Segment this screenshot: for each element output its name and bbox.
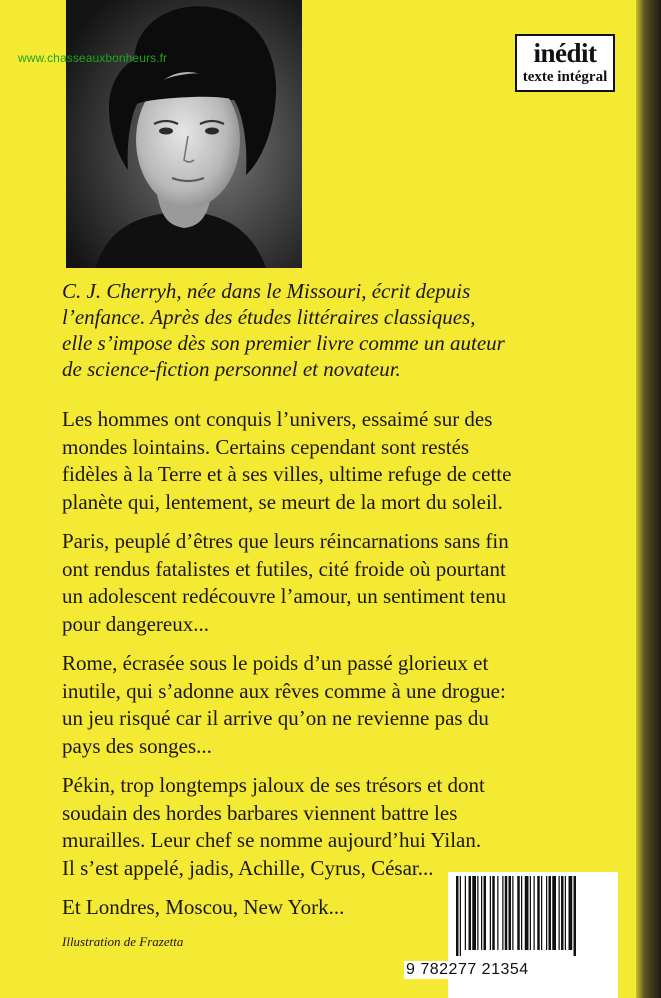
synopsis-line: pour dangereux... xyxy=(62,611,209,636)
synopsis-paragraph-paris xyxy=(62,528,632,638)
synopsis-line: mondes lointains. Certains cependant sont restés xyxy=(62,434,470,459)
synopsis-line: pays des songes... xyxy=(62,733,212,758)
barcode-bar xyxy=(534,876,535,950)
barcode-bar xyxy=(530,876,531,950)
bio-line: elle s’impose dès son premier livre comme un auteur xyxy=(62,331,505,355)
barcode-bar xyxy=(490,876,491,950)
barcode-bar xyxy=(546,876,547,950)
barcode-bar xyxy=(509,876,512,950)
author-portrait-icon xyxy=(66,0,302,268)
badge-sub-label: texte intégral xyxy=(522,69,608,85)
barcode-bar xyxy=(517,876,520,950)
barcode-bar xyxy=(505,876,508,950)
barcode-bar xyxy=(469,876,472,950)
barcode-bar xyxy=(492,876,495,950)
barcode-bar xyxy=(477,876,478,950)
barcode-bar xyxy=(512,876,513,950)
author-bio xyxy=(62,278,582,382)
synopsis-paragraph-intro xyxy=(62,406,632,516)
barcode-bar xyxy=(561,876,564,950)
barcode-icon xyxy=(454,876,614,956)
synopsis-line: murailles. Leur chef se nomme aujourd’hui Yilan. xyxy=(62,828,482,852)
barcode-bar xyxy=(497,876,498,950)
synopsis-paragraph-pekin xyxy=(62,772,632,882)
barcode-bar xyxy=(549,876,552,950)
synopsis-line: Il s’est appelé, jadis, Achille, Cyrus, César... xyxy=(62,855,434,880)
synopsis-line: Les hommes ont conquis l’univers, essaimé sur des xyxy=(62,407,493,431)
synopsis-line: Pékin, trop longtemps jaloux de ses trésors et dont xyxy=(62,773,485,797)
barcode-bar xyxy=(481,876,482,950)
synopsis-line: soudain des hordes barbares viennent battre les xyxy=(62,800,458,825)
barcode-bar xyxy=(525,876,529,950)
barcode-bar xyxy=(569,876,573,950)
author-photo xyxy=(66,0,302,268)
barcode-bar xyxy=(552,876,556,950)
bio-line: C. J. Cherryh, née dans le Missouri, écrit depuis xyxy=(62,279,471,303)
barcode-bar xyxy=(565,876,566,950)
barcode-bar xyxy=(456,876,459,956)
synopsis-line: un adolescent redécouvre l’amour, un sentiment tenu xyxy=(62,584,507,608)
barcode-bar xyxy=(472,876,476,950)
barcode-bar xyxy=(537,876,540,950)
synopsis xyxy=(62,406,632,934)
barcode-bar xyxy=(502,876,503,950)
synopsis-line: planète qui, lentement, se meurt de la mort du soleil. xyxy=(62,489,503,514)
synopsis-paragraph-rome xyxy=(62,650,632,760)
synopsis-line: ont rendus fatalistes et futiles, cité froide où pourtant xyxy=(62,556,506,581)
bio-line: de science-fiction personnel et novateur. xyxy=(62,357,401,381)
barcode xyxy=(448,872,618,998)
synopsis-line: Rome, écrasée sous le poids d’un passé glorieux et xyxy=(62,651,489,675)
barcode-bar xyxy=(541,876,542,950)
watermark-text[interactable]: www.chasseauxbonheurs.fr xyxy=(18,51,168,65)
synopsis-line: Paris, peuplé d’êtres que leurs réincarnations sans fin xyxy=(62,529,509,553)
book-spine-edge xyxy=(636,0,661,998)
synopsis-line: Et Londres, Moscou, New York... xyxy=(62,895,345,919)
barcode-bar xyxy=(574,876,577,956)
badge-main-label: inédit xyxy=(533,38,597,68)
barcode-bar xyxy=(521,876,522,950)
synopsis-line: fidèles à la Terre et à ses villes, ultime refuge de cette xyxy=(62,462,512,486)
synopsis-line: un jeu risqué car il arrive qu’on ne revienne pas du xyxy=(62,706,489,730)
barcode-number: 9 782277 21354 xyxy=(406,961,529,978)
barcode-bar xyxy=(465,876,466,950)
barcode-bar xyxy=(484,876,487,950)
barcode-bar xyxy=(460,876,461,956)
bio-line: l’enfance. Après des études littéraires classiques, xyxy=(62,305,476,329)
synopsis-line: inutile, qui s’adonne aux rêves comme à une drogue: xyxy=(62,678,506,703)
illustration-credit: Illustration de Frazetta xyxy=(62,934,184,949)
barcode-bar xyxy=(559,876,560,950)
inedit-badge xyxy=(515,34,615,92)
